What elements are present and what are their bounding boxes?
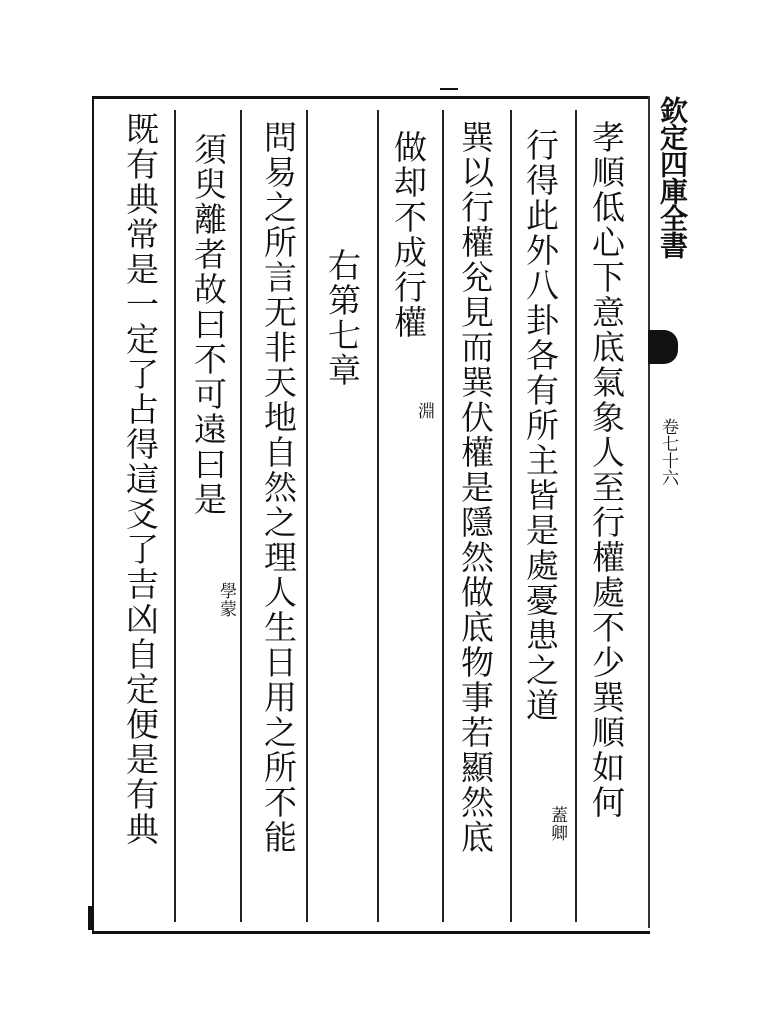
column-rule [240, 110, 242, 922]
column-rule [377, 110, 379, 922]
text-column-4: 做却不成行權 [389, 130, 428, 340]
text-column-1: 孝順低心下意底氣象人至行權處不少巽順如何 [587, 120, 626, 820]
scan-speck [88, 906, 94, 930]
volume-label: 卷七十六 [658, 418, 678, 486]
text-column-8: 既有典常是一定了占得這爻了吉凶自定便是有典 [121, 112, 160, 847]
chapter-heading: 右第七章 [323, 248, 362, 388]
book-title: 欽定四庫全書 [656, 96, 689, 258]
column-rule [442, 110, 444, 922]
margin-divider [648, 96, 650, 928]
column-rule [510, 110, 512, 922]
column-rule [306, 110, 308, 922]
text-column-2: 行得此外八卦各有所主皆是處憂患之道 [521, 128, 560, 723]
text-column-7: 須臾離者故曰不可遠曰是 [189, 132, 228, 517]
attribution-note: 學蒙 [216, 582, 236, 618]
scan-speck [440, 88, 458, 90]
text-column-6: 問易之所言无非天地自然之理人生日用之所不能 [259, 120, 298, 855]
text-column-3: 巽以行權兊見而巽伏權是隱然做底物事若顯然底 [456, 120, 495, 855]
attribution-note: 蓋卿 [547, 806, 567, 842]
attribution-note: 淵 [414, 402, 434, 420]
column-rule [575, 110, 577, 922]
fish-tail-mark [648, 330, 678, 364]
column-rule [174, 110, 176, 922]
